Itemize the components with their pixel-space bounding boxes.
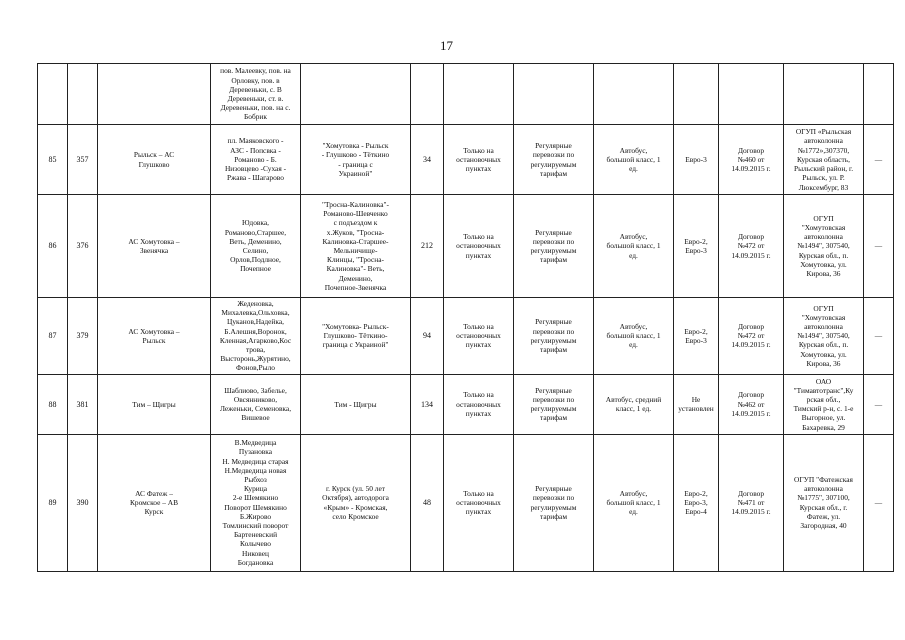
- eco-class: Евро-2, Евро-3: [674, 298, 719, 375]
- carrier-info: ОГУП "Хомутовская автоколонна №1494", 307540, Курская обл., п. Хомутовка, ул. Кирова, 36: [784, 195, 864, 298]
- notes-cell: —: [864, 195, 894, 298]
- contract-info: [719, 64, 784, 125]
- notes-cell: [864, 64, 894, 125]
- notes-cell: —: [864, 125, 894, 195]
- transport-type: Регулярные перевозки по регулируемым тарифам: [514, 125, 594, 195]
- table-row: [38, 434, 894, 571]
- row-number: 87: [38, 298, 68, 375]
- route-streets: Тим - Щигры: [301, 374, 411, 434]
- eco-class: Не установлен: [674, 374, 719, 434]
- route-name: АС Хомутовка – Звенячка: [98, 195, 211, 298]
- route-number: 390: [68, 434, 98, 571]
- vehicle-class: Автобус, большой класс, 1 ед.: [594, 195, 674, 298]
- transport-type: Регулярные перевозки по регулируемым тарифам: [514, 195, 594, 298]
- notes-cell: —: [864, 374, 894, 434]
- eco-class: Евро-2, Евро-3: [674, 195, 719, 298]
- route-number: 376: [68, 195, 98, 298]
- route-name: Тим – Щигры: [98, 374, 211, 434]
- route-registry-table: [37, 63, 894, 572]
- intermediate-stops: Юдовка, Романово,Старшее, Веть, Деменино, Селино, Орлов,Подлное, Почепное: [211, 195, 301, 298]
- route-name: АС Фатеж – Кромское – АВ Курск: [98, 434, 211, 571]
- route-streets: г. Курск (ул. 50 лет Октября), автодорога «Крым» - Кромская, село Кромское: [301, 434, 411, 571]
- intermediate-stops: пов. Малеевку, пов. на Орловку, пов. в Деревеньки, с. В Деревеньки, ст. в. Деревеньки, пов. на с. Бобрик: [211, 64, 301, 125]
- notes-cell: —: [864, 298, 894, 375]
- route-length: 48: [411, 434, 444, 571]
- row-number: 88: [38, 374, 68, 434]
- route-length: 94: [411, 298, 444, 375]
- route-number: [68, 64, 98, 125]
- table-row: [38, 125, 894, 195]
- route-streets: [301, 64, 411, 125]
- page-number: 17: [440, 38, 453, 53]
- route-name: [98, 64, 211, 125]
- transport-type: Регулярные перевозки по регулируемым тарифам: [514, 298, 594, 375]
- eco-class: Евро-2, Евро-3, Евро-4: [674, 434, 719, 571]
- carrier-info: ОГУП "Фатежская автоколонна №1775", 307100, Курская обл., г. Фатеж, ул. Загородная, 40: [784, 434, 864, 571]
- eco-class: [674, 64, 719, 125]
- contract-info: Договор №462 от 14.09.2015 г.: [719, 374, 784, 434]
- vehicle-class: Автобус, большой класс, 1 ед.: [594, 298, 674, 375]
- row-number: [38, 64, 68, 125]
- intermediate-stops: Шаблиово, Забелье, Овсянниково, Леженьки, Семеновка, Вишевое: [211, 374, 301, 434]
- row-number: 86: [38, 195, 68, 298]
- route-length: 212: [411, 195, 444, 298]
- table-row: [38, 298, 894, 375]
- table-row: [38, 374, 894, 434]
- route-streets: "Хомутовка- Рыльск- Глушково- Тёткино- граница с Украиной": [301, 298, 411, 375]
- eco-class: Евро-3: [674, 125, 719, 195]
- contract-info: Договор №472 от 14.09.2015 г.: [719, 195, 784, 298]
- contract-info: Договор №460 от 14.09.2015 г.: [719, 125, 784, 195]
- route-streets: "Тросна-Калиновка"- Романово-Шевченко с подъездом к х.Жуков, "Тросна- Калиновка-Старшее- Мельничище- Клинцы, "Тросна- Калиновка"- Веть, Деменино, Почепное-Звенячка: [301, 195, 411, 298]
- route-number: 381: [68, 374, 98, 434]
- row-number: 89: [38, 434, 68, 571]
- intermediate-stops: В.Медведица Пузановка Н. Медведица старая Н.Медведица новая Рыбхоз Курица 2-е Шемякино Поворот Шемякино Б.Жирово Томлинский поворот Бартеневский Колычево Никовец Богдановка: [211, 434, 301, 571]
- row-number: 85: [38, 125, 68, 195]
- route-length: 34: [411, 125, 444, 195]
- boarding-procedure: Только на остановочных пунктах: [444, 434, 514, 571]
- vehicle-class: Автобус, большой класс, 1 ед.: [594, 125, 674, 195]
- route-length: [411, 64, 444, 125]
- carrier-info: [784, 64, 864, 125]
- contract-info: Договор №472 от 14.09.2015 г.: [719, 298, 784, 375]
- route-name: АС Хомутовка – Рыльск: [98, 298, 211, 375]
- table-row: [38, 195, 894, 298]
- carrier-info: ОАО "Тимавтотранс",Ку рская обл., Тимский р-н, с. 1-е Выгорное, ул. Бахаревка, 29: [784, 374, 864, 434]
- boarding-procedure: [444, 64, 514, 125]
- vehicle-class: Автобус, большой класс, 1 ед.: [594, 434, 674, 571]
- intermediate-stops: пл. Маяковского - АЗС - Попсвка - Романово - Б. Низовцево -Сухая - Ржава - Шагарово: [211, 125, 301, 195]
- route-name: Рыльск – АС Глушково: [98, 125, 211, 195]
- notes-cell: —: [864, 434, 894, 571]
- transport-type: [514, 64, 594, 125]
- intermediate-stops: Жеденовка, Михалевка,Ольховка, Цуканов,Надейка, Б.Алешня,Воронок, Кленная,Агарково,Кос трова, Высторонь,Журятино, Фонов,Рыло: [211, 298, 301, 375]
- transport-type: Регулярные перевозки по регулируемым тарифам: [514, 374, 594, 434]
- boarding-procedure: Только на остановочных пунктах: [444, 125, 514, 195]
- route-length: 134: [411, 374, 444, 434]
- contract-info: Договор №471 от 14.09.2015 г.: [719, 434, 784, 571]
- carrier-info: ОГУП «Рыльская автоколонна №1772»,307370, Курская область, Рыльский район, г. Рыльск, ул. Р. Люксембург, 83: [784, 125, 864, 195]
- route-streets: "Хомутовка - Рыльск - Глушково - Тёткино - граница с Украиной": [301, 125, 411, 195]
- boarding-procedure: Только на остановочных пунктах: [444, 195, 514, 298]
- boarding-procedure: Только на остановочных пунктах: [444, 298, 514, 375]
- carrier-info: ОГУП "Хомутовская автоколонна №1494", 307540, Курская обл., п. Хомутовка, ул. Кирова, 36: [784, 298, 864, 375]
- boarding-procedure: Только на остановочных пунктах: [444, 374, 514, 434]
- route-number: 357: [68, 125, 98, 195]
- vehicle-class: Автобус, средний класс, 1 ед.: [594, 374, 674, 434]
- route-number: 379: [68, 298, 98, 375]
- table-row: [38, 64, 894, 125]
- vehicle-class: [594, 64, 674, 125]
- transport-type: Регулярные перевозки по регулируемым тарифам: [514, 434, 594, 571]
